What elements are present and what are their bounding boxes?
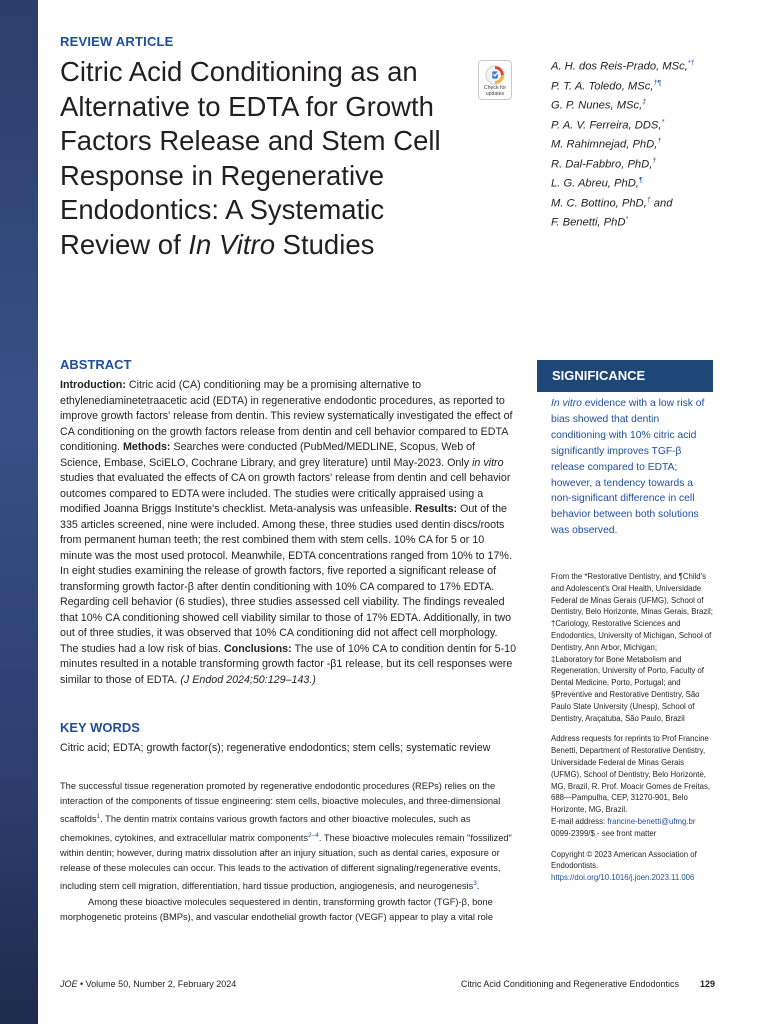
check-for-updates-badge[interactable] bbox=[478, 60, 512, 100]
affiliation-line: §Preventive and Restorative Dentistry, São Paulo State University (Unesp), School of Dentistry, Araçatuba, São Paulo, Brazil bbox=[551, 689, 700, 723]
page-number: 129 bbox=[699, 979, 715, 989]
running-title: Citric Acid Conditioning and Regenerative Endodontics bbox=[460, 979, 679, 989]
reference-link[interactable]: 2–4 bbox=[308, 831, 319, 839]
title-text-1: Citric Acid Conditioning as an Alternative to EDTA for Growth Factors Release and Stem Cell Response in Regenerative Endodontics: A Systematic Review of bbox=[60, 56, 441, 260]
significance-heading: SIGNIFICANCE bbox=[537, 360, 713, 392]
abstract-heading: ABSTRACT bbox=[60, 357, 132, 372]
keywords-heading: KEY WORDS bbox=[60, 720, 140, 735]
affiliation-line: From the *Restorative Dentistry, and ¶Child's and Adolescent's Oral Health, Universidade Federal de Minas Gerais (UFMG), School of Dentistry, Belo Horizonte, Minas Gerais, Brazil; bbox=[551, 572, 713, 617]
reprint-address: Address requests for reprints to Prof Francine Benetti, Department of Restorative Dentistry, Universidade Federal de Minas Gerais (UFMG), School of Dentistry, Belo Horizonte, MG, Brazil, R. Prof. Moacir Gomes de Freitas, 688—Pampulha, CEP, 31270-901, Belo Horizonte, MG, Brazil. bbox=[551, 734, 711, 815]
author: P. A. V. Ferreira, DDS,* bbox=[551, 118, 665, 132]
reference-link[interactable]: 1 bbox=[96, 813, 101, 821]
check-badge-line2: updates bbox=[485, 90, 505, 97]
author: L. G. Abreu, PhD,¶ bbox=[551, 177, 643, 190]
author: A. H. dos Reis-Prado, MSc,*† bbox=[551, 60, 695, 73]
affiliations bbox=[551, 571, 716, 884]
footer-journal-info: JOE • Volume 50, Number 2, February 2024 bbox=[60, 979, 237, 989]
doi-link[interactable]: https://doi.org/10.1016/j.joen.2023.11.006 bbox=[551, 873, 695, 883]
check-for-updates-icon bbox=[484, 64, 506, 86]
author-mark: ‡ bbox=[642, 99, 647, 107]
intro-label: Introduction: bbox=[60, 379, 126, 391]
author: M. C. Bottino, PhD,† and bbox=[551, 196, 673, 210]
title-italic: In Vitro bbox=[188, 228, 276, 260]
check-badge-line1: Check for bbox=[483, 85, 507, 91]
author: P. T. A. Toledo, MSc,†¶ bbox=[551, 79, 662, 93]
page-footer bbox=[60, 979, 715, 993]
author: M. Rahimnejad, PhD,† bbox=[551, 138, 662, 151]
citation: (J Endod 2024;50:129–143.) bbox=[180, 673, 316, 686]
keywords-text: Citric acid; EDTA; growth factor(s); regenerative endodontics; stem cells; systematic review bbox=[60, 742, 491, 754]
copyright-line: Copyright © 2023 American Association of Endodontists. bbox=[551, 849, 697, 871]
author-mark: ¶ bbox=[638, 177, 643, 185]
body-paragraph: Among these bioactive molecules sequestered in dentin, transforming growth factor (TGF)-β, bone morphogenetic proteins (BMPs), and vascular endothelial growth factor (VEGF) appear to play a vital role bbox=[60, 896, 494, 922]
results-label: Results: bbox=[414, 503, 458, 515]
reference-link[interactable]: 3 bbox=[473, 880, 477, 888]
author: G. P. Nunes, MSc,‡ bbox=[551, 99, 647, 112]
author-mark: † bbox=[652, 157, 657, 165]
affiliation-line: ‡Laboratory for Bone Metabolism and Regeneration, University of Porto, Faculty of Dental Medicine, Porto, Portugal; and bbox=[551, 654, 704, 688]
introduction-body bbox=[60, 779, 518, 925]
author-mark: † bbox=[646, 196, 651, 204]
author: F. Benetti, PhD* bbox=[551, 216, 629, 229]
author-mark: * bbox=[625, 216, 629, 224]
conclusions-label: Conclusions: bbox=[223, 642, 292, 655]
author: R. Dal-Fabbro, PhD,† bbox=[551, 157, 657, 171]
author-mark: †¶ bbox=[653, 79, 662, 87]
author-list bbox=[551, 56, 751, 232]
significance-text: In vitro evidence with a low risk of bias showed that dentin conditioning with 10% citric acid significantly improves TGF-β release compared to EDTA; however, a tendency towards a non-significant difference in cell behavior between both solutions was observed. bbox=[551, 398, 705, 537]
affiliation-line: †Cariology, Restorative Sciences and Endodontics, University of Michigan, School of Dentistry, Ann Arbor, Michigan; bbox=[551, 619, 712, 652]
body-paragraph: The successful tissue regeneration promoted by regenerative endodontic procedures (REPs) relies on the interaction of the components of tissue engineering: stem cells, bioactive molecules, and three-dimensional scaffolds$^1$. The dentin matrix contains various growth factors and other bioactive molecules, such as chemokines, cytokines, and extracellular matrix components$^{2-4}$. These bioactive molecules remain "fossilized" within dentin; however, during matrix dissolution after an injury situation, such as dental caries, exposure or release of these molecules can occur. This leads to the activation of different signaling/regenerative events, including stem cell migration, differentiation, hard tissue production, angiogenesis, and neurogenesis$^3$. bbox=[60, 781, 512, 892]
issn-line: 0099-2399/$ - see front matter bbox=[551, 828, 657, 838]
author-mark: * bbox=[661, 118, 665, 126]
author-mark: *† bbox=[687, 60, 695, 67]
article-type-label: REVIEW ARTICLE bbox=[60, 34, 174, 49]
email-link[interactable]: francine-benetti@ufmg.br bbox=[607, 816, 696, 826]
title-text-2: Studies bbox=[275, 228, 375, 260]
author-mark: † bbox=[657, 138, 662, 146]
journal-name: JOE bbox=[60, 979, 78, 989]
side-color-band bbox=[0, 0, 38, 1024]
email-line: E-mail address: francine-benetti@ufmg.br bbox=[551, 816, 696, 826]
article-title bbox=[60, 55, 480, 263]
abstract-text: Introduction: Citric acid (CA) conditioning may be a promising alternative to ethylenediaminetetraacetic acid (EDTA) in regenerative endodontic procedures, as reported to improve growth factors' release from dentin. This review systematically investigated the effect of CA conditioning on the growth factors release from dentin and cell behavior compared to EDTA conditioning. Methods: Searches were conducted (PubMed/MEDLINE, Scopus, Web of Science, Embase, SciELO, Cochrane Library, and grey literature) until May-2023. Only in vitro studies that evaluated the effects of CA on growth factors' release from dentin and cell behavior outcomes compared to EDTA were included. The studies were critically appraised using a modified Joanna Briggs Institute's checklist. Meta-analysis was unfeasible. Results: Out of the 335 articles screened, nine were included. Among these, three studies used dentin discs/roots from permanent human teeth; the rest combined them with stem cells. 10% CA for 5 or 10 minute was the most used protocol. Meanwhile, EDTA concentrations ranged from 10% to 17%. In eight studies examining the release of growth factors, five reported a significant release of transforming growth factor-β after dentin conditioning with 10% CA compared to 17% EDTA. Regarding cell behavior (6 studies), three studies assessed cell viability. The findings revealed that 10% CA conditioning showed cell viability similar to those of 17% EDTA. Additionally, in two out of three studies, it was observed that 10% CA conditioning did not affect cell morphology. The studies had a low risk of bias. Conclusions: The use of 10% CA to condition dentin for 5-10 minutes resulted in a notable transforming growth factor -β1 release, but its cell responses were similar to those of EDTA. (J Endod 2024;50:129–143.) bbox=[60, 379, 517, 686]
methods-label: Methods: bbox=[122, 441, 171, 453]
check-badge-text bbox=[484, 86, 506, 97]
